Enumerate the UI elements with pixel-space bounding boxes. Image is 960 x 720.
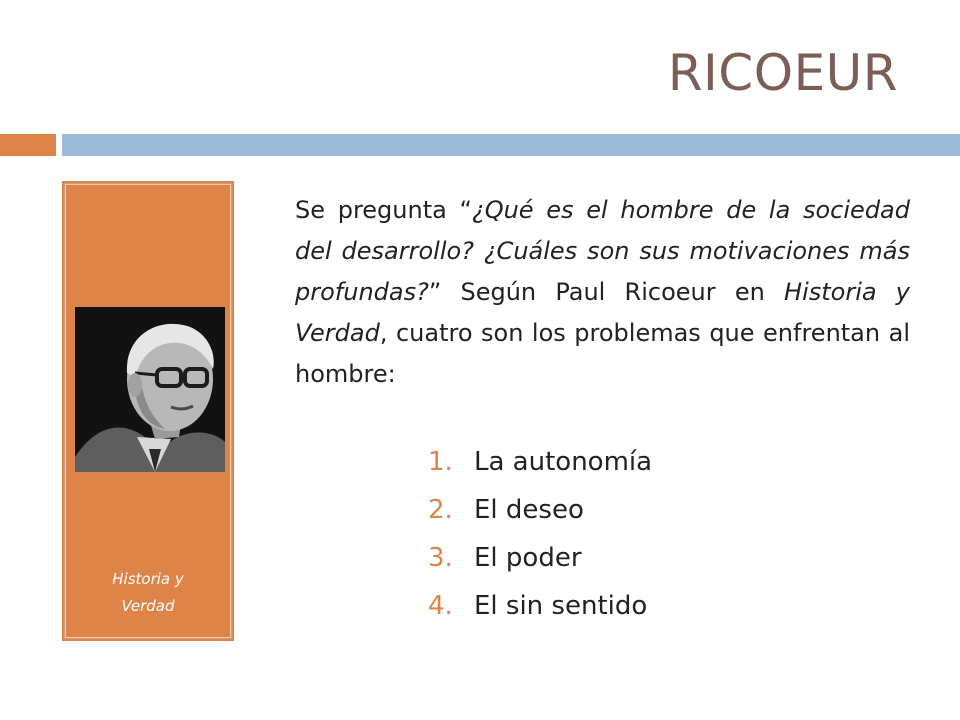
caption-line-1: Historia y <box>112 570 184 588</box>
list-item-text: La autonomía <box>474 447 653 477</box>
paragraph-text: Se pregunta “ <box>295 196 472 224</box>
slide-title: RICOEUR <box>667 44 898 102</box>
list-item <box>428 582 652 630</box>
list-number: 2. <box>428 495 453 525</box>
problems-list <box>428 438 652 630</box>
list-item-text: El sin sentido <box>474 591 648 621</box>
list-number: 4. <box>428 591 453 621</box>
header-accent-blue <box>62 134 960 156</box>
list-item-text: El deseo <box>474 495 584 525</box>
list-item-text: El poder <box>474 543 582 573</box>
list-number: 3. <box>428 543 453 573</box>
header-accent-orange <box>0 134 56 156</box>
intro-paragraph <box>295 190 910 395</box>
list-item <box>428 486 652 534</box>
portrait-image <box>75 307 225 472</box>
paragraph-text: , cuatro son los problemas que enfrentan al hombre: <box>295 319 910 388</box>
list-number: 1. <box>428 447 453 477</box>
author-portrait <box>75 307 225 472</box>
list-item <box>428 438 652 486</box>
paragraph-text: ” Según Paul Ricoeur en <box>428 278 785 306</box>
side-panel-caption <box>62 566 234 620</box>
list-item <box>428 534 652 582</box>
paragraph-question: ¿Qué es el hombre de la sociedad del desarrollo? ¿Cuáles son sus motivaciones más profundas? <box>295 196 910 306</box>
book-title: Historia y Verdad <box>295 278 911 347</box>
caption-line-2: Verdad <box>121 597 175 615</box>
